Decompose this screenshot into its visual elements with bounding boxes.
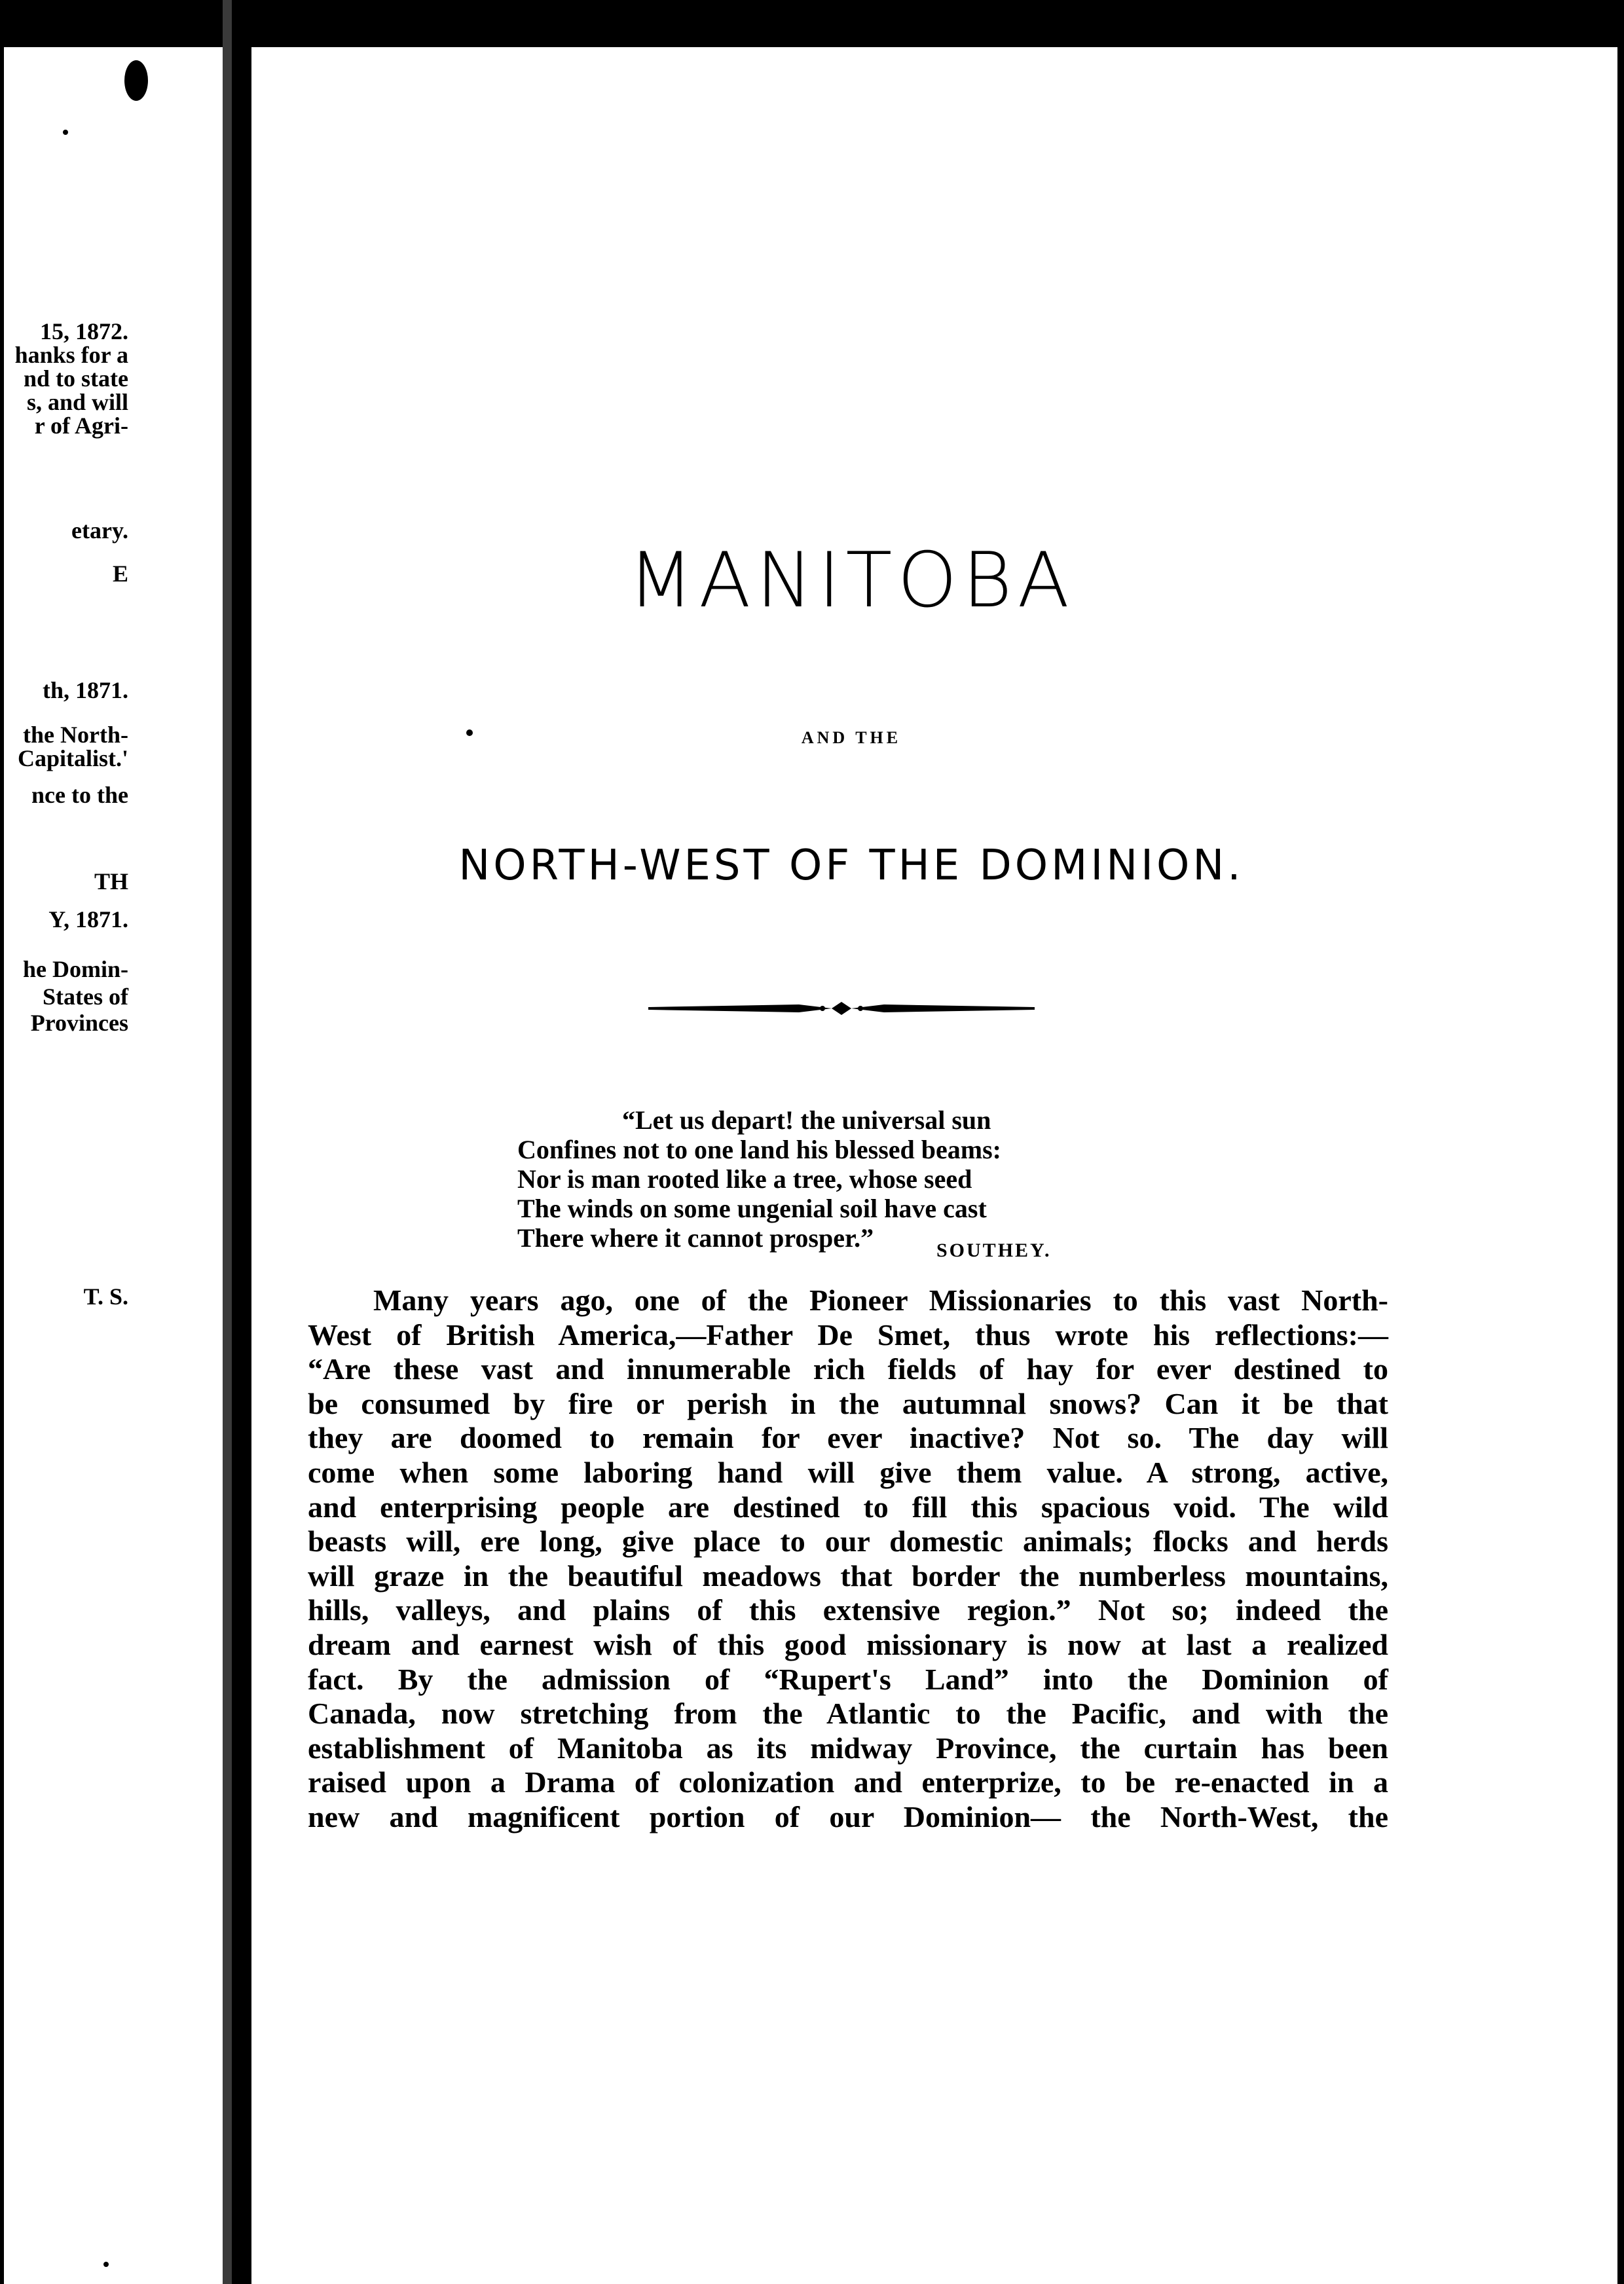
facing-page-line: States of [43,984,128,1010]
ink-speck [63,130,68,135]
ornamental-rule [648,995,1035,1022]
body-line: dream and earnest wish of this good missionary is now at last a realized [308,1627,1388,1661]
body-line: Canada, now stretching from the Atlantic to the Pacific, and with the [308,1697,1388,1731]
facing-page-line: th, 1871. [42,677,128,703]
book-gutter-shadow [223,0,232,2284]
body-line: raised upon a Drama of colonization and enterprize, to be re-enacted in a [308,1765,1388,1799]
body-line: will graze in the beautiful meadows that border the numberless mountains, [308,1558,1388,1593]
body-paragraph [308,1283,1388,1835]
facing-page-line: the North- [23,722,128,748]
facing-page-line: s, and will [26,389,128,415]
facing-page-line: Capitalist.' [17,745,128,771]
ink-speck [103,2262,109,2267]
body-line: Many years ago, one of the Pioneer Missionaries to this vast North- [373,1283,1388,1317]
facing-page-line: hanks for a [14,342,128,368]
facing-page-line: T. S. [83,1283,128,1310]
body-line: hills, valleys, and plains of this extensive region.” Not so; indeed the [308,1593,1388,1627]
body-line: new and magnificent portion of our Dominion— the North-West, the [308,1799,1388,1833]
page-subtitle: NORTH-WEST OF THE DOMINION. [458,841,1244,890]
body-line: “Are these vast and innumerable rich fields of hay for ever destined to [308,1352,1388,1386]
body-line: establishment of Manitoba as its midway Province, the curtain has been [308,1731,1388,1765]
facing-page-line: 15, 1872. [40,318,128,344]
facing-page-line: nce to the [31,782,128,808]
facing-page-line: nd to state [24,365,128,392]
epigraph-attribution: SOUTHEY. [936,1240,1052,1261]
body-line: beasts will, ere long, give place to our domestic animals; flocks and herds [308,1524,1388,1558]
facing-page-line: TH [94,868,128,894]
ink-blot [124,60,148,101]
epigraph-line: The winds on some ungenial soil have cast [517,1194,987,1223]
epigraph-line: Confines not to one land his blessed beams: [517,1135,1002,1164]
epigraph-line: Nor is man rooted like a tree, whose seed [517,1164,972,1194]
facing-page-line: he Domin- [23,956,128,982]
facing-page-line: E [112,561,128,587]
body-line: come when some laboring hand will give them value. A strong, active, [308,1455,1388,1489]
body-line: be consumed by fire or perish in the autumnal snows? Can it be that [308,1386,1388,1420]
facing-page-line: Provinces [30,1010,128,1036]
body-line: they are doomed to remain for ever inactive? Not so. The day will [308,1421,1388,1455]
page-title: MANITOBA [628,536,1075,625]
facing-page-line: Y, 1871. [48,906,128,932]
facing-page-line: r of Agri- [34,413,128,439]
scan-right-border [1617,0,1624,2284]
epigraph-line: There where it cannot prosper.” [517,1223,874,1253]
epigraph [517,1105,1107,1253]
book-gutter [232,0,251,2284]
ink-speck [466,729,473,736]
body-line: West of British America,—Father De Smet, thus wrote his reflections:— [308,1317,1388,1352]
body-line: and enterprising people are destined to fill this spacious void. The wild [308,1490,1388,1524]
body-line: fact. By the admission of “Rupert's Land” into the Dominion of [308,1662,1388,1696]
epigraph-line: “Let us depart! the universal sun [622,1105,991,1135]
facing-page-line: etary. [71,517,128,543]
title-connector: AND THE [801,728,902,747]
